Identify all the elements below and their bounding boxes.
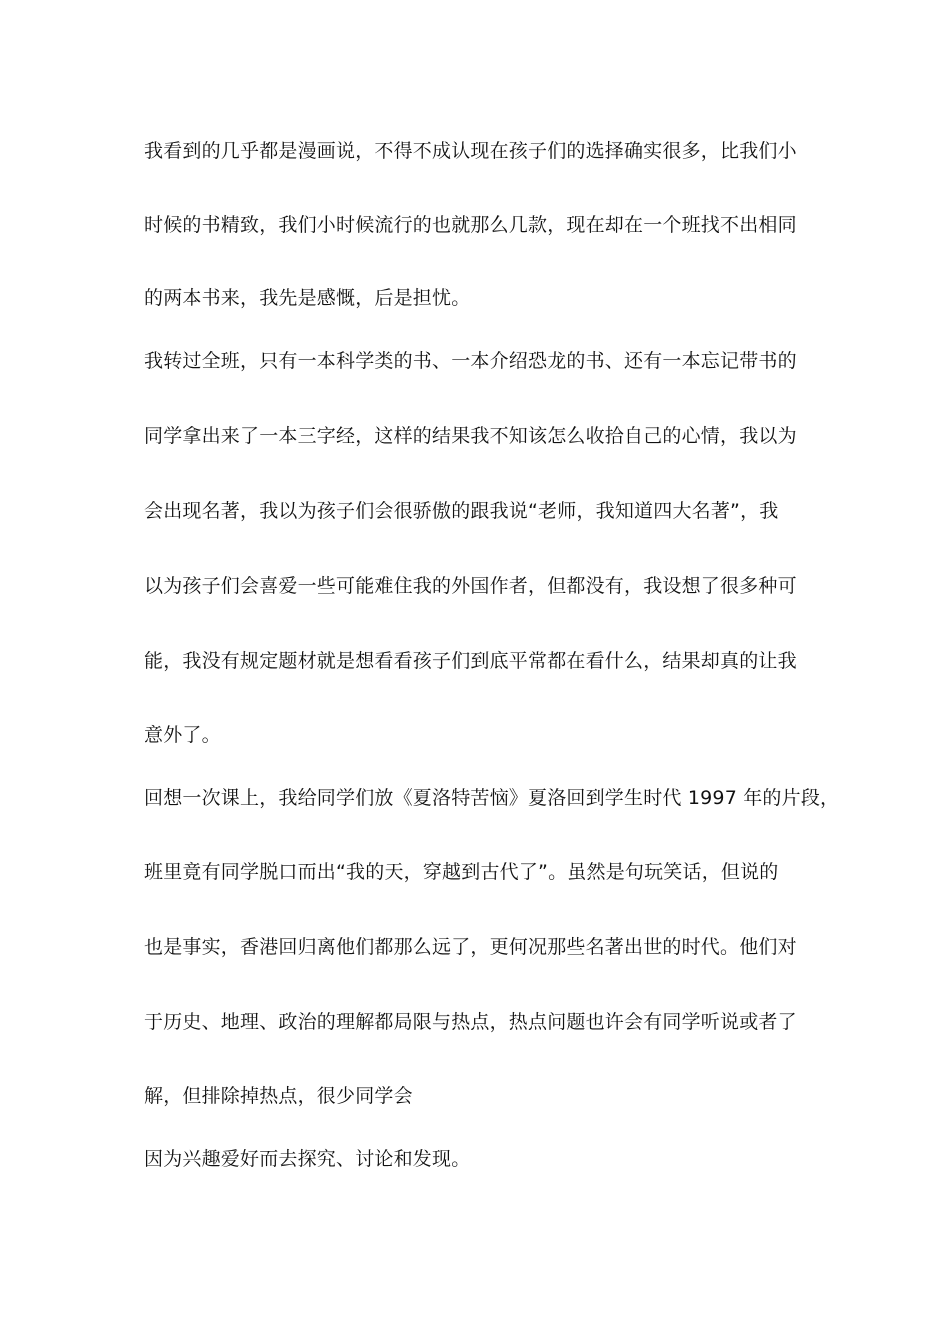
paragraph-3-line-3: 也是事实，香港回归离他们都那么远了，更何况那些名著出世的时代。他们对 [144,936,797,958]
paragraph-2-line-2: 同学拿出来了一本三字经，这样的结果我不知该怎么收拾自己的心情，我以为 [144,425,797,447]
paragraph-3-line-2: 班里竟有同学脱口而出“我的天，穿越到古代了”。虽然是句玩笑话，但说的 [144,861,779,883]
paragraph-2-line-4: 以为孩子们会喜爱一些可能难住我的外国作者，但都没有，我设想了很多种可 [144,575,797,597]
paragraph-1-line-1: 我看到的几乎都是漫画说，不得不成认现在孩子们的选择确实很多，比我们小 [144,140,797,162]
paragraph-3-line-1: 回想一次课上，我给同学们放《夏洛特苦恼》夏洛回到学生时代 1997 年的片段， [144,787,840,809]
paragraph-3-line-6: 因为兴趣爱好而去探究、讨论和发现。 [144,1148,471,1170]
paragraph-3-line-4: 于历史、地理、政治的理解都局限与热点，热点问题也许会有同学听说或者了 [144,1011,797,1033]
paragraph-1-line-3: 的两本书来，我先是感慨，后是担忧。 [144,287,471,309]
paragraph-3-line-5: 解，但排除掉热点，很少同学会 [144,1085,413,1107]
paragraph-2-line-3: 会出现名著，我以为孩子们会很骄傲的跟我说“老师，我知道四大名著”，我 [144,500,779,522]
paragraph-2-line-6: 意外了。 [144,724,221,746]
paragraph-2-line-1: 我转过全班，只有一本科学类的书、一本介绍恐龙的书、还有一本忘记带书的 [144,350,797,372]
paragraph-2-line-5: 能，我没有规定题材就是想看看孩子们到底平常都在看什么，结果却真的让我 [144,650,797,672]
paragraph-1-line-2: 时候的书精致，我们小时候流行的也就那么几款，现在却在一个班找不出相同 [144,214,797,236]
